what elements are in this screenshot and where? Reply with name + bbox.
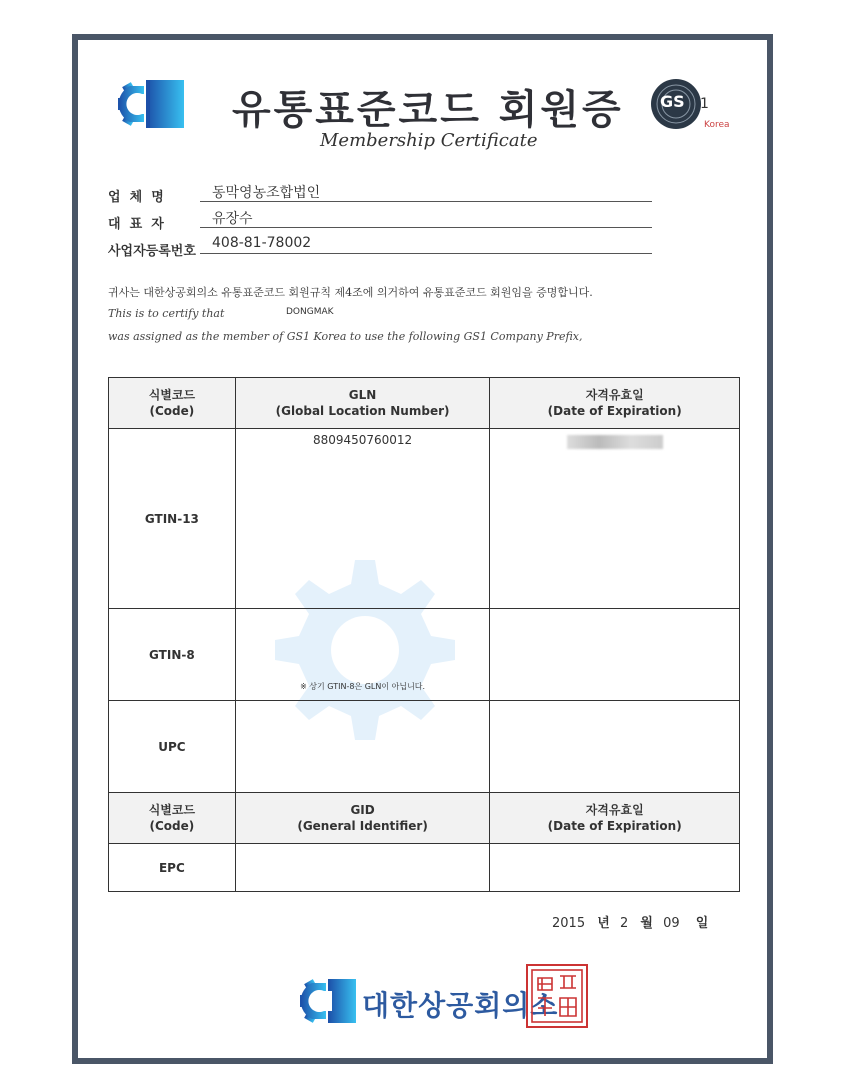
gs1-logo-text: GS [660, 92, 685, 111]
certificate-title: 유통표준코드 회원증 [232, 87, 624, 133]
table-row [109, 844, 740, 892]
expiration-cell [490, 429, 740, 609]
code-cell: EPC [109, 844, 236, 892]
issue-date: 2015 년 2 월 09 일 [552, 916, 709, 931]
prefix-table [108, 377, 740, 892]
representative-value: 유장수 [212, 211, 253, 227]
table-header-row [109, 793, 740, 844]
statement-company-english: DONGMAK [286, 307, 334, 317]
statement-english-prefix: This is to certify that [108, 307, 225, 320]
header-gid: GID (General Identifier) [235, 793, 490, 844]
seal-stamp-icon [526, 964, 588, 1028]
statement-korean: 귀사는 대한상공회의소 유통표준코드 회원규칙 제4조에 의거하여 유통표준코드 회원임을 증명합니다. [108, 286, 593, 299]
representative-underline [200, 227, 652, 228]
table-header-row [109, 378, 740, 429]
code-cell: GTIN-13 [109, 429, 236, 609]
business-number-value: 408-81-78002 [212, 235, 312, 251]
issuer-name: 대한상공회의소 [362, 989, 559, 1022]
redacted-date [567, 435, 663, 449]
header-code: 식별코드 (Code) [109, 793, 236, 844]
table-row [109, 429, 740, 609]
gln-cell: 8809450760012 [235, 429, 490, 609]
gear-logo-icon [110, 78, 186, 130]
certificate-subtitle: Membership Certificate [320, 130, 538, 151]
expiration-cell [490, 701, 740, 793]
gln-cell [235, 701, 490, 793]
table-row [109, 609, 740, 701]
representative-label: 대 표 자 [108, 217, 164, 232]
gtin8-note-cell: ※ 상기 GTIN-8은 GLN이 아닙니다. [235, 609, 490, 701]
header-gln: GLN (Global Location Number) [235, 378, 490, 429]
code-cell: GTIN-8 [109, 609, 236, 701]
expiration-cell [490, 609, 740, 701]
header-code: 식별코드 (Code) [109, 378, 236, 429]
gs1-logo-superscript: 1 [700, 96, 709, 112]
company-name-value: 동막영농조합법인 [212, 185, 321, 201]
header-expiration: 자격유효일 (Date of Expiration) [490, 793, 740, 844]
gid-cell [235, 844, 490, 892]
company-name-underline [200, 201, 652, 202]
business-number-label: 사업자등록번호 [108, 244, 196, 259]
business-number-underline [200, 253, 652, 254]
expiration-cell [490, 844, 740, 892]
seal-pattern [528, 966, 586, 1026]
statement-english-line2: was assigned as the member of GS1 Korea to use the following GS1 Company Prefix, [108, 330, 583, 343]
table-row [109, 701, 740, 793]
header-expiration: 자격유효일 (Date of Expiration) [490, 378, 740, 429]
company-name-label: 업 체 명 [108, 190, 164, 205]
code-cell: UPC [109, 701, 236, 793]
gs1-logo-korea: Korea [704, 120, 730, 130]
issuer-gear-logo-icon [298, 975, 358, 1027]
